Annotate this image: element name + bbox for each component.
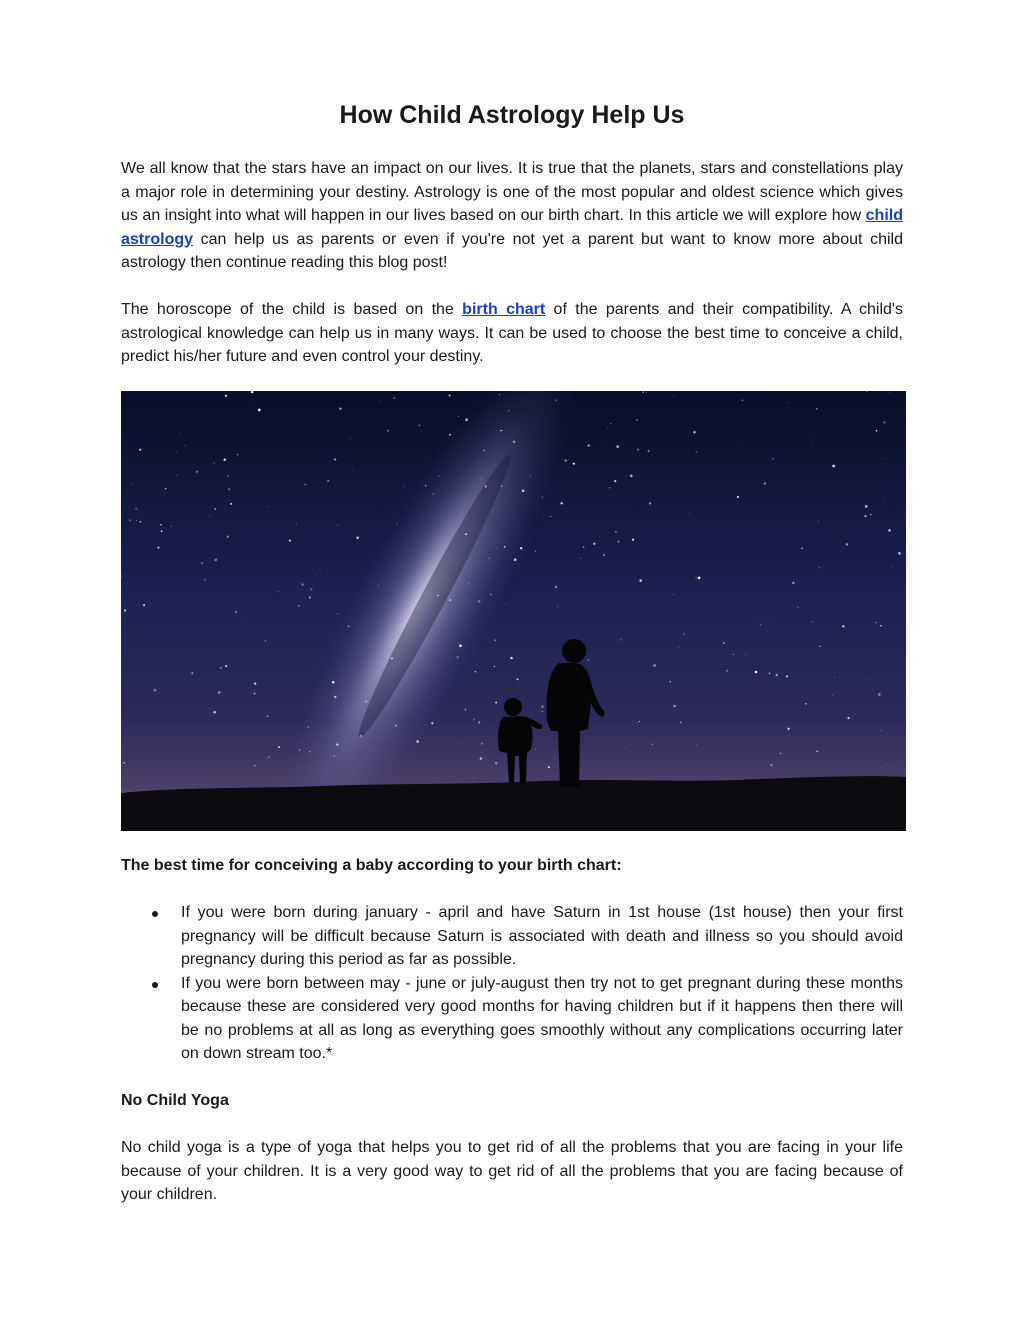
intro-text-before: We all know that the stars have an impact on our lives. It is true that the planets, stars and constellations play a major role in determining your destiny. Astrology is one of the most popular and oldest science which gives us an insight into what will happen in our lives based on our birth chart. In this article we will explore how bbox=[121, 160, 903, 224]
horoscope-text-after: of the parents and their compatibility. A child's astrological knowledge can help us in many ways. It can be used to choose the best time to conceive a child, predict his/her future and even control your destiny. bbox=[121, 301, 903, 365]
birth-chart-link[interactable]: birth chart bbox=[462, 301, 546, 318]
bullet-icon bbox=[152, 911, 158, 917]
intro-text-after: can help us as parents or even if you're not yet a parent but want to know more about child astrology then continue reading this blog post! bbox=[121, 230, 903, 271]
no-child-yoga-heading: No Child Yoga bbox=[121, 1092, 229, 1109]
list-item-text: If you were born between may - june or july-august then try not to get pregnant during these months because these are considered very good months for having children but if it happens then there will be no problems at all as long as everything goes smoothly without any complications occurring later on down stream too.* bbox=[181, 974, 903, 1062]
no-child-yoga-paragraph: No child yoga is a type of yoga that helps you to get rid of all the problems that you are facing in your life because of your children. It is a very good way to get rid of all the problems that you are facing because of your children. bbox=[121, 1139, 903, 1203]
child-astrology-link[interactable]: child astrology bbox=[121, 207, 903, 248]
list-item-text: If you were born during january - april and have Saturn in 1st house (1st house) then your first pregnancy will be difficult because Saturn is associated with death and illness so you should avoid pregnancy during this period as far as possible. bbox=[181, 904, 903, 968]
list-item bbox=[121, 972, 903, 1066]
best-time-list bbox=[121, 901, 903, 1066]
night-sky-illustration bbox=[121, 391, 906, 831]
horoscope-paragraph bbox=[121, 298, 903, 369]
list-item bbox=[121, 901, 903, 972]
page-title: How Child Astrology Help Us bbox=[339, 101, 685, 129]
intro-paragraph bbox=[121, 157, 903, 275]
bullet-icon bbox=[152, 982, 158, 988]
hero-image-night-sky bbox=[121, 391, 906, 831]
horoscope-text-before: The horoscope of the child is based on the bbox=[121, 301, 463, 318]
best-time-heading: The best time for conceiving a baby according to your birth chart: bbox=[121, 857, 622, 874]
